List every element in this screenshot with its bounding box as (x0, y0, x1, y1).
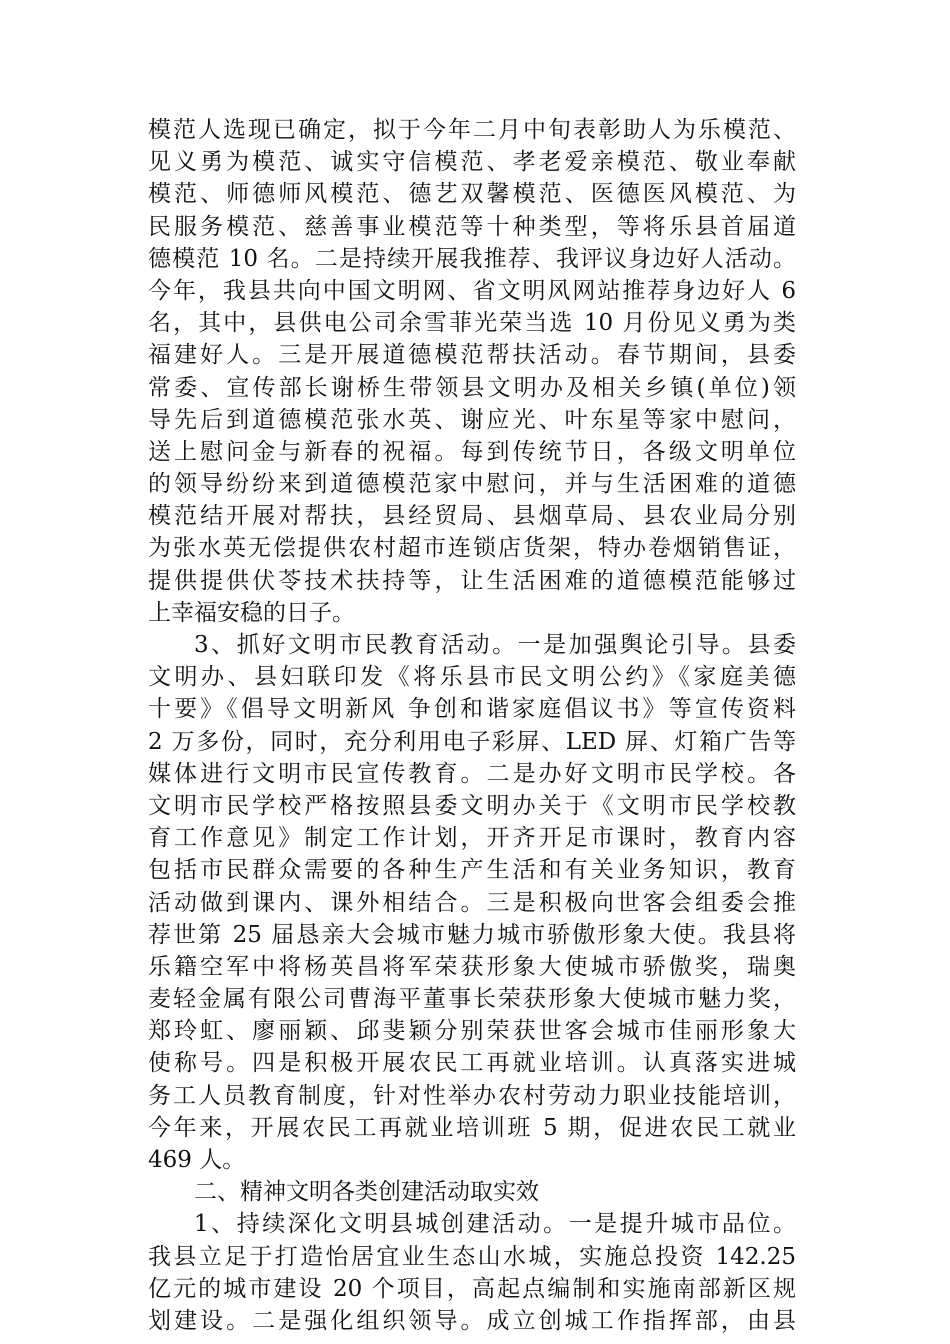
section-heading: 二、精神文明各类创建活动取实效 (194, 1179, 539, 1206)
text-line: 文明办、县妇联印发《将乐县市民文明公约》《家庭美德 (148, 664, 796, 691)
text-line: 模范结开展对帮扶，县经贸局、县烟草局、县农业局分别 (148, 503, 796, 530)
text-line: 我县立足于打造怡居宜业生态山水城，实施总投资 142.25 (148, 1243, 796, 1270)
text-line: 名，其中，县供电公司余雪菲光荣当选 10 月份见义勇为类 (148, 310, 796, 337)
subsection-heading: 1、持续深化文明县城创建活动。一是提升城市品位。 (194, 1211, 796, 1238)
text-line: 德模范 10 名。二是持续开展我推荐、我评议身边好人活动。 (148, 245, 796, 272)
text-line: 送上慰问金与新春的祝福。每到传统节日，各级文明单位 (148, 438, 796, 465)
text-line: 2 万多份，同时，充分利用电子彩屏、LED 屏、灯箱广告等 (148, 728, 796, 755)
text-line: 荐世第 25 届恳亲大会城市魅力城市骄傲形象大使。我县将 (148, 921, 796, 948)
text-line: 麦轻金属有限公司曹海平董事长荣获形象大使城市魅力奖， (148, 986, 796, 1013)
text-line: 民服务模范、慈善事业模范等十种类型，等将乐县首届道 (148, 213, 796, 240)
text-line: 469 人。 (148, 1147, 246, 1173)
text-line: 务工人员教育制度，针对性举办农村劳动力职业技能培训， (148, 1082, 796, 1109)
text-line: 使称号。四是积极开展农民工再就业培训。认真落实进城 (148, 1050, 796, 1077)
text-line: 常委、宣传部长谢桥生带领县文明办及相关乡镇(单位)领 (148, 374, 796, 401)
text-line: 为张水英无偿提供农村超市连锁店货架，特办卷烟销售证， (148, 535, 796, 562)
text-line: 今年，我县共向中国文明网、省文明风网站推荐身边好人 6 (148, 277, 796, 304)
text-line: 见义勇为模范、诚实守信模范、孝老爱亲模范、敬业奉献 (148, 149, 796, 176)
text-line: 模范、师德师风模范、德艺双馨模范、医德医风模范、为 (148, 181, 796, 208)
text-line: 十要》《倡导文明新风 争创和谐家庭倡议书》等宣传资料 (148, 696, 796, 723)
text-line: 模范人选现已确定，拟于今年二月中旬表彰助人为乐模范、 (148, 117, 796, 143)
text-line: 福建好人。三是开展道德模范帮扶活动。春节期间，县委 (148, 342, 796, 369)
document-body (148, 114, 796, 1337)
text-line: 今年来，开展农民工再就业培训班 5 期，促进农民工就业 (148, 1114, 796, 1141)
text-line: 的领导纷纷来到道德模范家中慰问，并与生活困难的道德 (148, 471, 796, 498)
text-line: 包括市民群众需要的各种生产生活和有关业务知识，教育 (148, 857, 796, 884)
text-line: 上幸福安稳的日子。 (148, 599, 355, 626)
text-line: 亿元的城市建设 20 个项目，高起点编制和实施南部新区规 (148, 1275, 796, 1302)
text-line: 活动做到课内、课外相结合。三是积极向世客会组委会推 (148, 889, 796, 916)
section-heading: 3、抓好文明市民教育活动。一是加强舆论引导。县委 (194, 632, 796, 658)
text-line: 媒体进行文明市民宣传教育。二是办好文明市民学校。各 (148, 760, 796, 787)
text-line: 导先后到道德模范张水英、谢应光、叶东星等家中慰问， (148, 406, 796, 433)
text-line: 提供提供伏苓技术扶持等，让生活困难的道德模范能够过 (148, 567, 796, 594)
text-line: 郑玲虹、廖丽颖、邱斐颖分别荣获世客会城市佳丽形象大 (148, 1018, 796, 1045)
text-line: 乐籍空军中将杨英昌将军荣获形象大使城市骄傲奖，瑞奥 (148, 953, 796, 980)
text-line: 育工作意见》制定工作计划，开齐开足市课时，教育内容 (148, 825, 796, 852)
text-line: 划建设。二是强化组织领导。成立创城工作指挥部，由县 (148, 1307, 796, 1334)
text-line: 文明市民学校严格按照县委文明办关于《文明市民学校教 (148, 792, 796, 819)
